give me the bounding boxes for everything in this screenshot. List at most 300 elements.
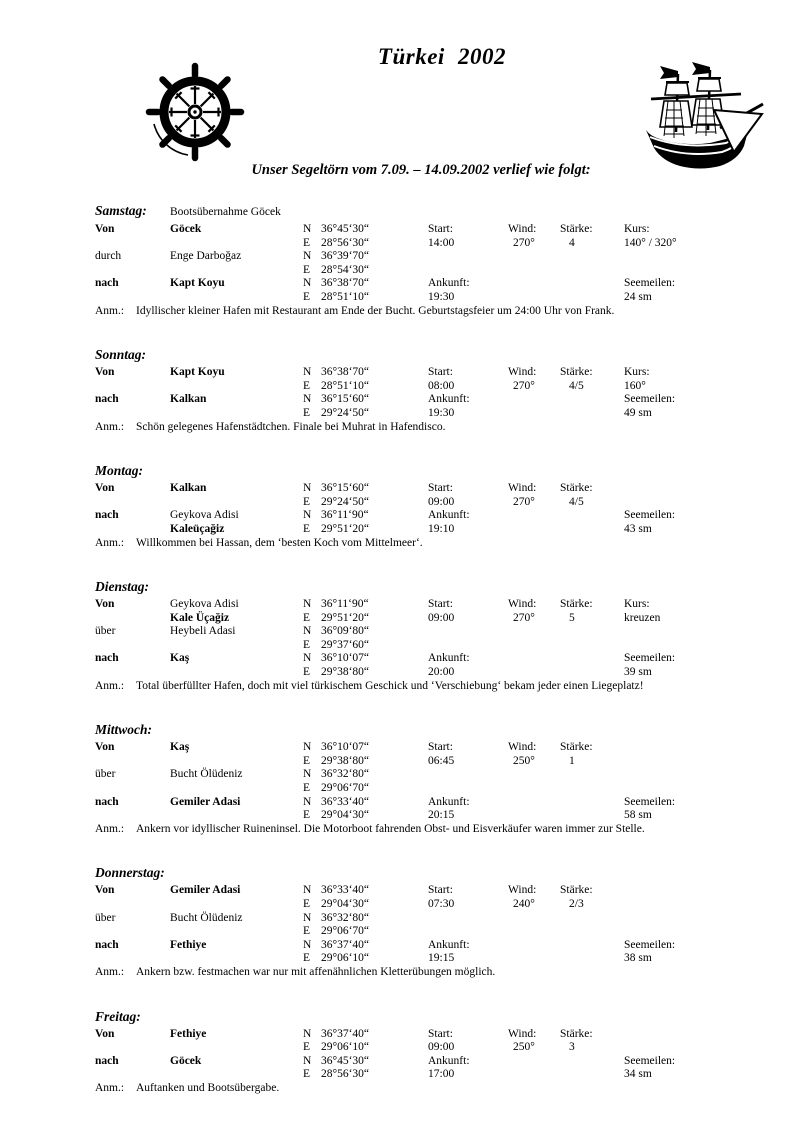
coord-north-value: 36°33‘40“: [321, 884, 370, 897]
start-label: Start:: [428, 223, 453, 235]
anm-row: [95, 1082, 706, 1096]
east-label: E: [303, 263, 311, 276]
north-label: N: [303, 223, 312, 235]
north-label: N: [303, 509, 312, 522]
north-label: N: [303, 652, 312, 665]
leg-prefix-cell: [95, 598, 170, 625]
east-label: E: [303, 406, 311, 419]
leg-row: [95, 509, 706, 536]
course-distance-cell: [624, 768, 706, 795]
wind-value: 250°: [513, 1041, 535, 1054]
east-label: E: [303, 666, 311, 679]
course-distance-cell: [624, 652, 706, 679]
anm-text: Ankern bzw. festmachen war nur mit affenähnlichen Kletterübungen möglich.: [136, 965, 496, 978]
schedule-cell: [428, 912, 508, 939]
anm-label: Anm.:: [95, 304, 125, 317]
place-name: Kaş: [170, 652, 190, 665]
wind-cell: [508, 768, 560, 795]
leg-prefix-cell: [95, 393, 170, 420]
staerke-cell: [560, 884, 624, 911]
north-label: N: [303, 768, 312, 781]
wind-value: 270°: [513, 379, 535, 392]
course-distance-cell: [624, 277, 706, 304]
leg-row: [95, 939, 706, 966]
wind-value: 270°: [513, 236, 535, 249]
leg-prefix: durch: [95, 250, 122, 263]
seemeilen-label: Seemeilen:: [624, 795, 676, 808]
coord-east-value: 29°06‘10“: [321, 1041, 370, 1054]
day-list: [0, 204, 800, 1096]
wind-label: Wind:: [508, 1027, 537, 1040]
leg-prefix: über: [95, 768, 116, 781]
anm-text: Idyllischer kleiner Hafen mit Restaurant am Ende der Bucht. Geburtstagsfeier um 24:00 Uhr von Frank.: [136, 304, 615, 317]
leg-prefix: nach: [95, 509, 119, 522]
start-label: Start:: [428, 366, 453, 379]
east-label: E: [303, 754, 311, 767]
course-distance-cell: [624, 250, 706, 277]
ankunft-label: Ankunft:: [428, 1054, 470, 1067]
leg-prefix-cell: [95, 366, 170, 393]
leg-prefix: nach: [95, 938, 119, 951]
place-name: Geykova Adisi: [170, 509, 239, 522]
course-distance-cell: [624, 223, 706, 250]
seemeilen-label: Seemeilen:: [624, 652, 676, 665]
coordinates-cell: [321, 1055, 428, 1082]
wind-cell: [508, 598, 560, 625]
wind-label: Wind:: [508, 741, 537, 754]
leg-prefix-cell: [95, 796, 170, 823]
place-name: Fethiye: [170, 1027, 207, 1040]
staerke-cell: [560, 250, 624, 277]
leg-row: [95, 652, 706, 679]
page-subtitle: Unser Segeltörn vom 7.09. – 14.09.2002 verlief wie folgt:: [251, 162, 591, 178]
place-name: Fethiye: [170, 938, 207, 951]
day-section: [95, 204, 706, 318]
staerke-label: Stärke:: [560, 482, 593, 495]
east-label: E: [303, 925, 311, 938]
coord-east-value: 29°04‘30“: [321, 898, 370, 910]
leg-place-cell: [170, 796, 303, 823]
staerke-cell: [560, 482, 624, 509]
wind-cell: [508, 482, 560, 509]
schedule-cell: [428, 250, 508, 277]
coord-north-value: 36°10‘07“: [321, 652, 370, 665]
coord-east-value: 29°06‘70“: [321, 782, 370, 795]
anm-text: Ankern vor idyllischer Ruineninsel. Die Motorboot fahrenden Obst- und Eisverkäufer waren immer zur Stelle.: [136, 822, 645, 835]
coord-east-value: 28°56‘30“: [321, 236, 370, 249]
wind-value: 270°: [513, 495, 535, 508]
coord-north-value: 36°09‘80“: [321, 625, 370, 638]
staerke-cell: [560, 741, 624, 768]
document-header: [0, 0, 800, 204]
hemisphere-cell: [303, 939, 321, 966]
coord-north-value: 36°10‘07“: [321, 741, 370, 754]
start-label: Start:: [428, 1027, 453, 1040]
anm-row: [95, 823, 706, 837]
north-label: N: [303, 366, 312, 379]
leg-prefix-cell: [95, 509, 170, 536]
staerke-cell: [560, 912, 624, 939]
wind-cell: [508, 1028, 560, 1055]
staerke-label: Stärke:: [560, 741, 593, 754]
ankunft-label: Ankunft:: [428, 393, 470, 406]
course-distance-cell: [624, 509, 706, 536]
coord-north-value: 36°32‘80“: [321, 768, 370, 781]
ankunft-time: 19:30: [428, 406, 455, 419]
place-name: Gemiler Adasi: [170, 795, 241, 808]
course-distance-cell: [624, 884, 706, 911]
leg-place-cell: [170, 277, 303, 304]
coordinates-cell: [321, 277, 428, 304]
schedule-cell: [428, 366, 508, 393]
schedule-cell: [428, 652, 508, 679]
anm-label: Anm.:: [95, 965, 125, 978]
leg-row: [95, 884, 706, 911]
wind-cell: [508, 223, 560, 250]
coord-east-value: 29°38‘80“: [321, 754, 370, 767]
hemisphere-cell: [303, 768, 321, 795]
coord-north-value: 36°32‘80“: [321, 911, 370, 924]
wind-cell: [508, 884, 560, 911]
leg-place-cell: [170, 652, 303, 679]
coordinates-cell: [321, 768, 428, 795]
leg-place-cell: [170, 223, 303, 250]
staerke-cell: [560, 509, 624, 536]
day-name: Mittwoch:: [95, 722, 153, 738]
anm-label: Anm.:: [95, 679, 125, 692]
staerke-cell: [560, 277, 624, 304]
coord-north-value: 36°33‘40“: [321, 795, 370, 808]
staerke-value: 4/5: [569, 495, 584, 508]
course-distance-cell: [624, 482, 706, 509]
course-distance-cell: [624, 625, 706, 652]
anm-label: Anm.:: [95, 822, 125, 835]
seemeilen-label: Seemeilen:: [624, 509, 676, 522]
staerke-value: 1: [569, 754, 575, 767]
ankunft-label: Ankunft:: [428, 277, 470, 290]
leg-place-cell: [170, 1028, 303, 1055]
start-label: Start:: [428, 482, 453, 495]
coordinates-cell: [321, 223, 428, 250]
start-time: 06:45: [428, 754, 455, 767]
hemisphere-cell: [303, 884, 321, 911]
coord-north-value: 36°38‘70“: [321, 277, 370, 290]
schedule-cell: [428, 1055, 508, 1082]
place-name: Kaleüçağiz: [170, 522, 225, 535]
schedule-cell: [428, 509, 508, 536]
staerke-value: 4/5: [569, 379, 584, 392]
coord-north-value: 36°39‘70“: [321, 250, 370, 263]
start-time: 07:30: [428, 898, 455, 910]
leg-row: [95, 393, 706, 420]
coordinates-cell: [321, 250, 428, 277]
schedule-cell: [428, 884, 508, 911]
leg-prefix-cell: [95, 625, 170, 652]
leg-prefix: nach: [95, 1054, 119, 1067]
north-label: N: [303, 625, 312, 638]
east-label: E: [303, 379, 311, 392]
leg-place-cell: [170, 884, 303, 911]
day-header: [95, 204, 706, 219]
hemisphere-cell: [303, 482, 321, 509]
coord-north-value: 36°15‘60“: [321, 393, 370, 406]
coordinates-cell: [321, 366, 428, 393]
anm-text: Willkommen bei Hassan, dem ‘besten Koch vom Mittelmeer‘.: [136, 536, 423, 549]
east-label: E: [303, 809, 311, 822]
start-time: 09:00: [428, 611, 455, 624]
leg-place-cell: [170, 598, 303, 625]
coordinates-cell: [321, 1028, 428, 1055]
day-section: [95, 348, 706, 434]
north-label: N: [303, 938, 312, 951]
staerke-cell: [560, 625, 624, 652]
coord-east-value: 29°24‘50“: [321, 406, 370, 419]
course-distance-cell: [624, 1028, 706, 1055]
kurs-label: Kurs:: [624, 366, 650, 379]
leg-prefix: nach: [95, 652, 119, 665]
leg-place-cell: [170, 939, 303, 966]
leg-row: [95, 366, 706, 393]
wind-label: Wind:: [508, 223, 537, 235]
leg-prefix-cell: [95, 1028, 170, 1055]
leg-prefix: Von: [95, 482, 115, 495]
staerke-label: Stärke:: [560, 884, 593, 897]
anm-text: Schön gelegenes Hafenstädtchen. Finale bei Muhrat in Hafendisco.: [136, 420, 446, 433]
seemeilen-value: 34 sm: [624, 1068, 652, 1081]
leg-prefix: Von: [95, 1027, 115, 1040]
coordinates-cell: [321, 912, 428, 939]
north-label: N: [303, 795, 312, 808]
leg-prefix-cell: [95, 741, 170, 768]
coord-east-value: 29°38‘80“: [321, 666, 370, 679]
place-name: Bucht Ölüdeniz: [170, 911, 243, 924]
course-distance-cell: [624, 1055, 706, 1082]
start-label: Start:: [428, 598, 453, 611]
schedule-cell: [428, 482, 508, 509]
coord-east-value: 28°54‘30“: [321, 263, 370, 276]
leg-place-cell: [170, 509, 303, 536]
ankunft-label: Ankunft:: [428, 509, 470, 522]
leg-prefix-cell: [95, 277, 170, 304]
start-time: 09:00: [428, 1041, 455, 1054]
coord-north-value: 36°38‘70“: [321, 366, 370, 379]
hemisphere-cell: [303, 393, 321, 420]
wind-cell: [508, 652, 560, 679]
hemisphere-cell: [303, 509, 321, 536]
staerke-label: Stärke:: [560, 223, 593, 235]
leg-prefix: Von: [95, 598, 115, 611]
day-header: [95, 464, 706, 478]
leg-place-cell: [170, 482, 303, 509]
leg-prefix: nach: [95, 393, 119, 406]
place-name: Kalkan: [170, 393, 207, 406]
coordinates-cell: [321, 598, 428, 625]
start-label: Start:: [428, 884, 453, 897]
north-label: N: [303, 741, 312, 754]
wind-cell: [508, 912, 560, 939]
ankunft-time: 20:00: [428, 666, 455, 679]
staerke-label: Stärke:: [560, 366, 593, 379]
hemisphere-cell: [303, 912, 321, 939]
seemeilen-label: Seemeilen:: [624, 393, 676, 406]
wind-cell: [508, 625, 560, 652]
leg-place-cell: [170, 366, 303, 393]
day-inline-note: Bootsübernahme Göcek: [170, 206, 281, 218]
day-header: [95, 866, 706, 880]
hemisphere-cell: [303, 796, 321, 823]
kurs-value: 140° / 320°: [624, 236, 677, 249]
schedule-cell: [428, 277, 508, 304]
leg-prefix-cell: [95, 768, 170, 795]
leg-prefix: Von: [95, 366, 115, 379]
anm-label: Anm.:: [95, 536, 125, 549]
day-name: Dienstag:: [95, 579, 149, 595]
anm-row: [95, 680, 706, 694]
leg-row: [95, 912, 706, 939]
wind-cell: [508, 250, 560, 277]
hemisphere-cell: [303, 1028, 321, 1055]
hemisphere-cell: [303, 652, 321, 679]
wind-cell: [508, 277, 560, 304]
east-label: E: [303, 236, 311, 249]
staerke-value: 5: [569, 611, 575, 624]
staerke-cell: [560, 366, 624, 393]
leg-prefix: Von: [95, 884, 115, 897]
east-label: E: [303, 611, 311, 624]
place-name: Kapt Koyu: [170, 366, 225, 379]
staerke-label: Stärke:: [560, 598, 593, 611]
leg-row: [95, 768, 706, 795]
leg-place-cell: [170, 741, 303, 768]
north-label: N: [303, 277, 312, 290]
staerke-cell: [560, 1028, 624, 1055]
leg-prefix-cell: [95, 1055, 170, 1082]
place-name: Kapt Koyu: [170, 277, 225, 290]
coordinates-cell: [321, 884, 428, 911]
wind-cell: [508, 1055, 560, 1082]
wind-cell: [508, 393, 560, 420]
coordinates-cell: [321, 509, 428, 536]
day-header: [95, 723, 706, 737]
schedule-cell: [428, 598, 508, 625]
course-distance-cell: [624, 393, 706, 420]
ankunft-time: 17:00: [428, 1068, 455, 1081]
wind-label: Wind:: [508, 366, 537, 379]
place-name: Bucht Ölüdeniz: [170, 768, 243, 781]
wind-label: Wind:: [508, 884, 537, 897]
course-distance-cell: [624, 912, 706, 939]
north-label: N: [303, 1027, 312, 1040]
leg-row: [95, 625, 706, 652]
place-name: Gemiler Adasi: [170, 884, 241, 897]
ship-wheel-icon-svg: [142, 60, 248, 164]
schedule-cell: [428, 796, 508, 823]
staerke-cell: [560, 1055, 624, 1082]
coord-east-value: 28°51‘10“: [321, 290, 370, 303]
staerke-cell: [560, 939, 624, 966]
hemisphere-cell: [303, 625, 321, 652]
kurs-label: Kurs:: [624, 598, 650, 611]
hemisphere-cell: [303, 223, 321, 250]
leg-prefix: Von: [95, 741, 115, 754]
day-section: [95, 723, 706, 836]
day-name: Sonntag:: [95, 347, 147, 363]
coord-east-value: 29°06‘10“: [321, 952, 370, 965]
day-section: [95, 866, 706, 979]
north-label: N: [303, 482, 312, 495]
north-label: N: [303, 884, 312, 897]
page-title: Türkei 2002: [377, 44, 507, 69]
staerke-cell: [560, 393, 624, 420]
staerke-cell: [560, 796, 624, 823]
anm-text: Total überfüllter Hafen, doch mit viel türkischem Geschick und ‘Verschiebung‘ bekam jeder einen Liegeplatz!: [136, 679, 644, 692]
staerke-value: 3: [569, 1041, 575, 1054]
east-label: E: [303, 898, 311, 910]
coord-east-value: 29°37‘60“: [321, 638, 370, 651]
seemeilen-value: 39 sm: [624, 666, 652, 679]
schedule-cell: [428, 1028, 508, 1055]
leg-row: [95, 796, 706, 823]
ankunft-label: Ankunft:: [428, 795, 470, 808]
east-label: E: [303, 522, 311, 535]
hemisphere-cell: [303, 598, 321, 625]
start-time: 09:00: [428, 495, 455, 508]
course-distance-cell: [624, 796, 706, 823]
coord-east-value: 29°24‘50“: [321, 495, 370, 508]
east-label: E: [303, 290, 311, 303]
east-label: E: [303, 495, 311, 508]
wind-cell: [508, 796, 560, 823]
seemeilen-value: 43 sm: [624, 522, 652, 535]
wind-cell: [508, 366, 560, 393]
day-name: Montag:: [95, 463, 144, 479]
east-label: E: [303, 1041, 311, 1054]
start-time: 08:00: [428, 379, 455, 392]
wind-value: 270°: [513, 611, 535, 624]
north-label: N: [303, 1054, 312, 1067]
leg-row: [95, 598, 706, 625]
staerke-cell: [560, 652, 624, 679]
coordinates-cell: [321, 482, 428, 509]
leg-row: [95, 741, 706, 768]
leg-prefix: über: [95, 625, 116, 638]
hemisphere-cell: [303, 1055, 321, 1082]
coordinates-cell: [321, 796, 428, 823]
hemisphere-cell: [303, 277, 321, 304]
course-distance-cell: [624, 741, 706, 768]
coord-north-value: 36°45‘30“: [321, 223, 370, 235]
leg-prefix: nach: [95, 277, 119, 290]
leg-row: [95, 277, 706, 304]
leg-prefix-cell: [95, 884, 170, 911]
leg-row: [95, 1055, 706, 1082]
leg-prefix-cell: [95, 939, 170, 966]
anm-row: [95, 305, 706, 319]
leg-place-cell: [170, 912, 303, 939]
kurs-label: Kurs:: [624, 223, 650, 235]
place-name: Kaş: [170, 741, 190, 754]
anm-label: Anm.:: [95, 1081, 125, 1094]
leg-row: [95, 482, 706, 509]
leg-prefix-cell: [95, 250, 170, 277]
coord-east-value: 29°04‘30“: [321, 809, 370, 822]
ship-wheel-icon: [142, 60, 248, 164]
coordinates-cell: [321, 652, 428, 679]
coordinates-cell: [321, 741, 428, 768]
north-label: N: [303, 250, 312, 263]
leg-prefix-cell: [95, 652, 170, 679]
east-label: E: [303, 952, 311, 965]
